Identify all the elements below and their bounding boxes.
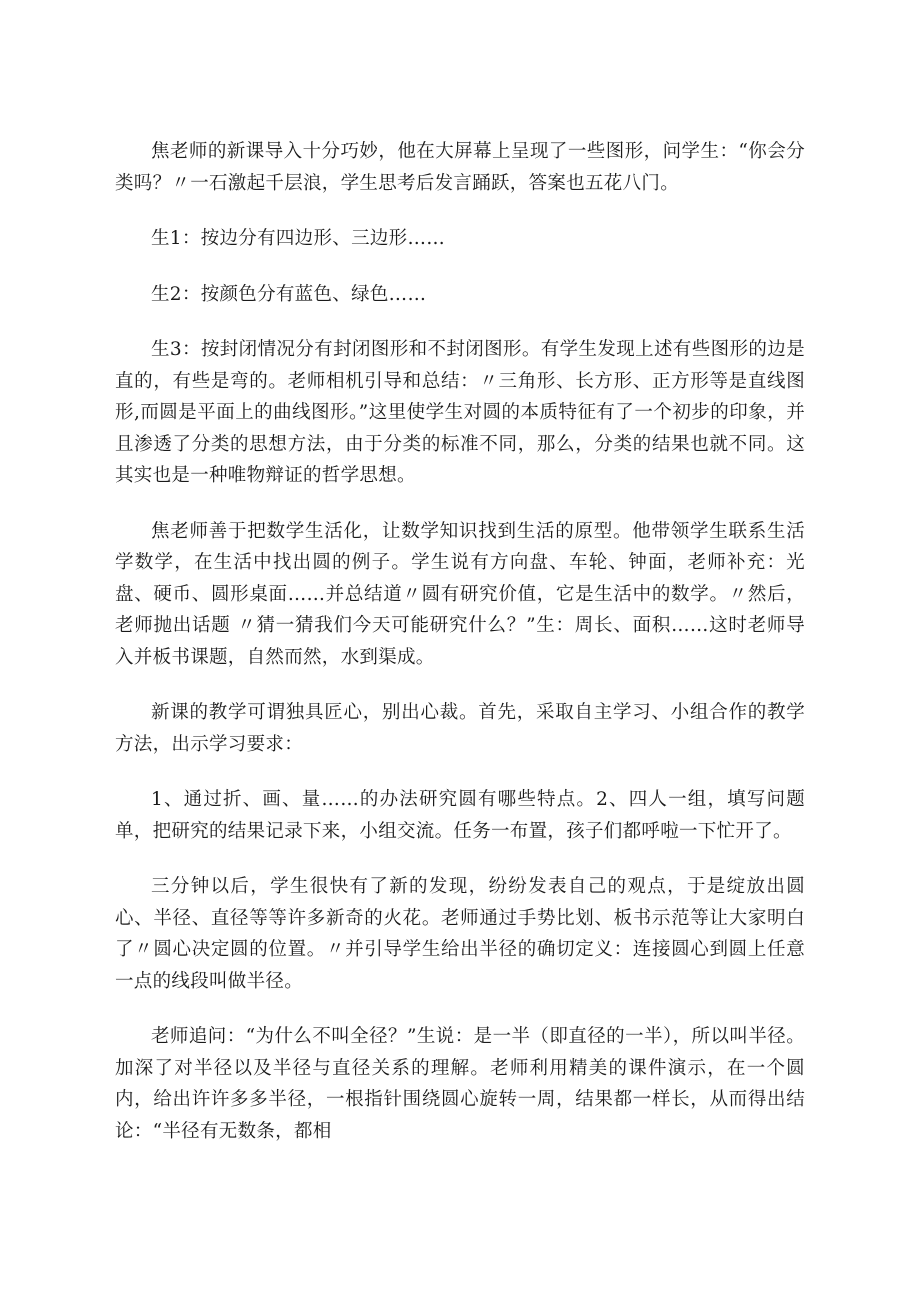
paragraph-student-1: 生1：按边分有四边形、三边形…… xyxy=(151,228,446,249)
paragraph-requirements: 1、通过折、画、量……的办法研究圆有哪些特点。2、四人一组，填写问题单，把研究的结果记录下来，小组交流。任务一布置，孩子们都呼啦一下忙开了。 xyxy=(115,789,805,842)
paragraph-radius: 老师追问：“为什么不叫全径？”生说：是一半（即直径的一半），所以叫半径。加深了对半径以及半径与直径关系的理解。老师利用精美的课件演示，在一个圆内，给出许许多多半径，一根指针围绕圆心旋转一周，结果都一样长，从而得出结论：“半径有无数条，都相 xyxy=(115,1026,805,1142)
paragraph-intro: 焦老师的新课导入十分巧妙，他在大屏幕上呈现了一些图形，问学生：“你会分类吗？〃一石激起千层浪，学生思考后发言踊跃，答案也五花八门。 xyxy=(115,141,805,194)
paragraph-student-3: 生3：按封闭情况分有封闭图形和不封闭图形。有学生发现上述有些图形的边是直的，有些是弯的。老师相机引导和总结：〃三角形、长方形、正方形等是直线图形,而圆是平面上的曲线图形。”这里使学生对圆的本质特征有了一个初步的印象，并且渗透了分类的思想方法，由于分类的标准不同，那么，分类的结果也就不同。这其实也是一种唯物辩证的哲学思想。 xyxy=(115,339,805,486)
paragraph-new-lesson: 新课的教学可谓独具匠心，别出心裁。首先，采取自主学习、小组合作的教学方法，出示学习要求： xyxy=(115,702,805,755)
paragraph-discovery: 三分钟以后，学生很快有了新的发现，纷纷发表自己的观点，于是绽放出圆心、半径、直径等等许多新奇的火花。老师通过手势比划、板书示范等让大家明白了〃圆心决定圆的位置。〃并引导学生给出半径的确切定义：连接圆心到圆上任意一点的线段叫做半径。 xyxy=(115,876,805,992)
paragraph-student-2: 生2：按颜色分有蓝色、绿色…… xyxy=(151,283,427,305)
paragraph-life-math: 焦老师善于把数学生活化，让数学知识找到生活的原型。他带领学生联系生活学数学，在生活中找出圆的例子。学生说有方向盘、车轮、钟面，老师补充：光盘、硬币、圆形桌面……并总结道〃圆有研究价值，它是生活中的数学。〃然后，老师抛出话题 〃猜一猜我们今天可能研究什么？”生：周长、面积……这时老师导入并板书课题，自然而然，水到渠成。 xyxy=(115,520,805,668)
document-body xyxy=(115,136,805,1171)
